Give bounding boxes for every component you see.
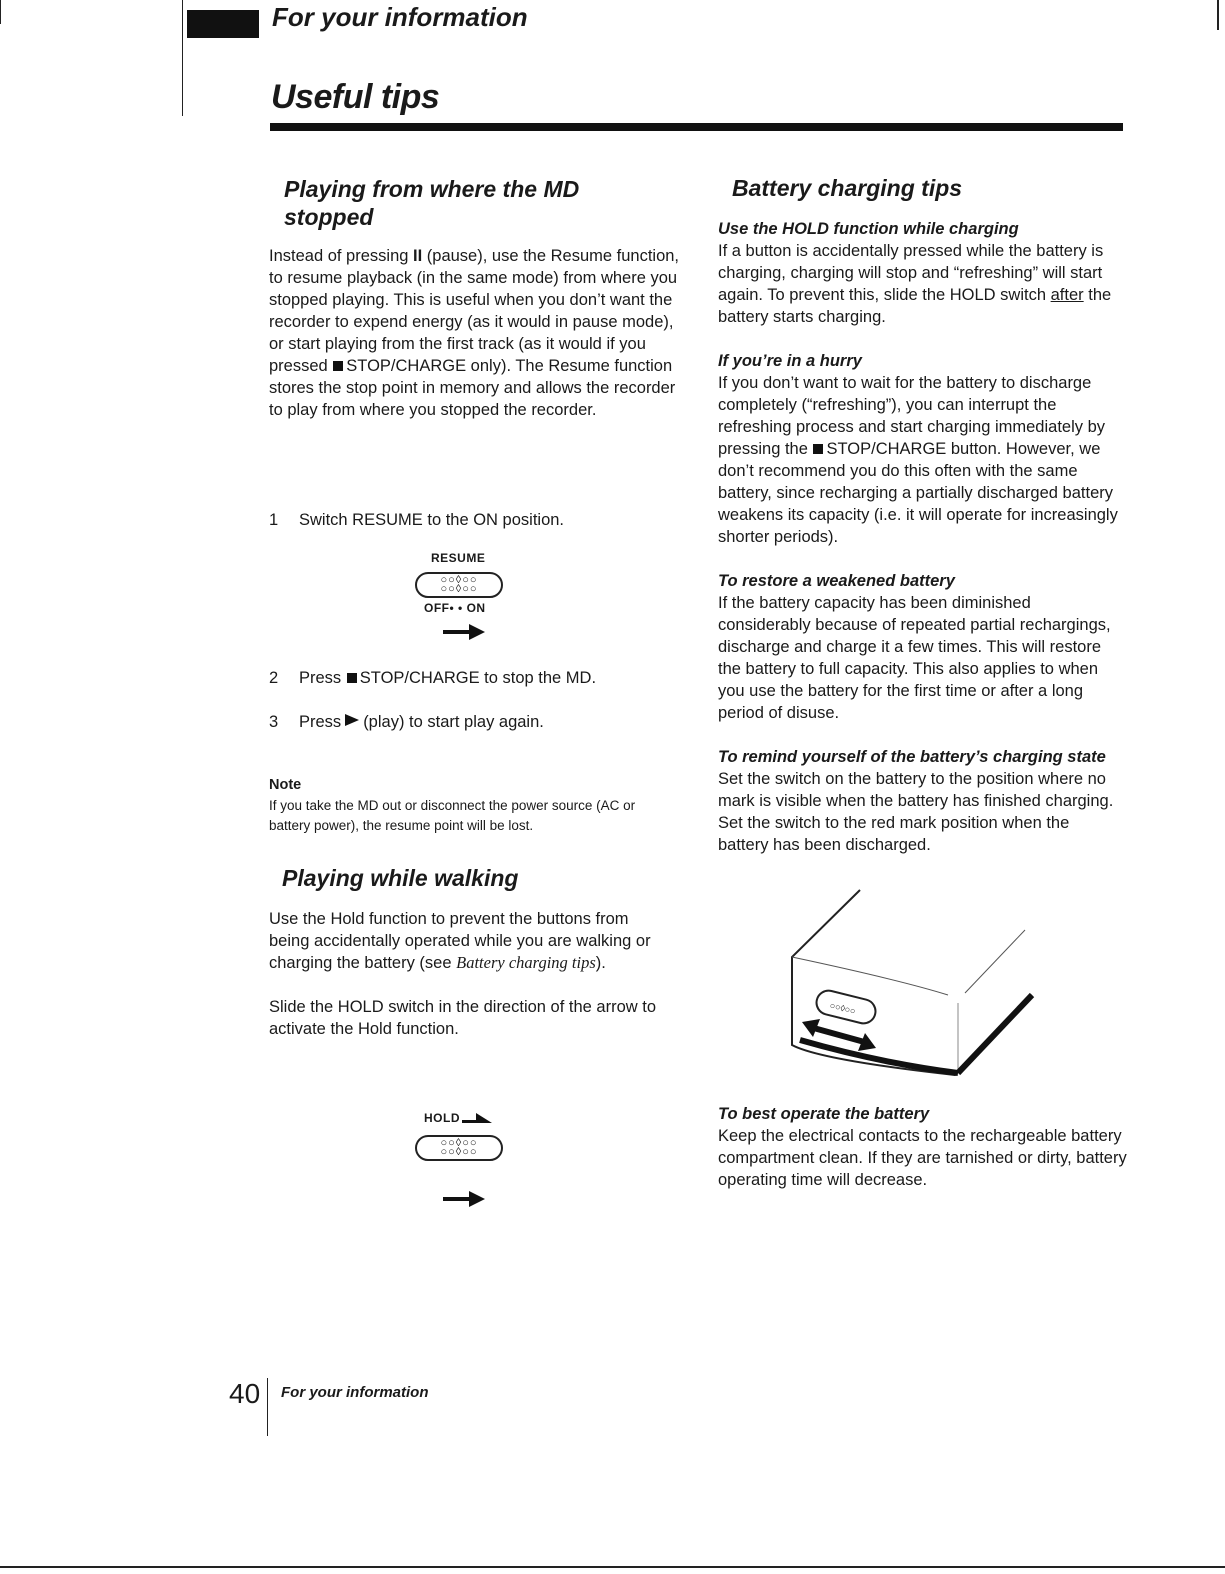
right-arrow-icon — [441, 623, 485, 641]
note-heading: Note — [269, 777, 302, 793]
walking-text: Use the Hold function to prevent the buttons from being accidentally operated while you are walking or charging the battery (see — [269, 910, 651, 972]
tip-text — [718, 240, 1128, 328]
resume-text-b: (pause), use the Resume function, to resume playback (in the same mode) from where you stopped playing. This is useful when you don’t want the recorder to expend energy (as it would in pause mode), or start playing from the first track (as it would if you pressed — [269, 247, 680, 375]
heading-resume — [284, 175, 579, 231]
bottom-rule — [0, 1566, 1225, 1568]
walking-paragraph-2: Slide the HOLD switch in the direction of the arrow to activate the Hold function. — [269, 998, 657, 1038]
right-arrow-icon — [441, 1190, 485, 1208]
section-label: For your information — [272, 2, 528, 32]
resume-text-c: STOP/CHARGE only). The Resume function stores the stop point in memory and allows the recorder to play from where you stopped the recorder. — [269, 357, 676, 419]
section-tab-marker — [187, 10, 259, 38]
note-text: If you take the MD out or disconnect the power source (AC or battery power), the resume point will be lost. — [269, 798, 636, 833]
step-number: 2 — [269, 669, 279, 687]
stop-square-icon — [333, 361, 343, 371]
hold-switch-label-group — [424, 1111, 492, 1125]
tip-text: Keep the electrical contacts to the rechargeable battery compartment clean. If they are tarnished or dirty, battery operating time will decrease. — [718, 1127, 1127, 1189]
walking-paragraph-1 — [269, 908, 669, 974]
margin-line — [182, 0, 183, 116]
hold-switch-label: HOLD — [424, 1111, 460, 1125]
tip-title: To restore a weakened battery — [718, 572, 955, 590]
hold-switch-icon: ○○◊○○ ○○◊○○ — [415, 1135, 503, 1161]
resume-text-a: Instead of pressing — [269, 247, 409, 265]
heading-resume-line1: Playing from where the MD — [284, 176, 580, 202]
resume-switch-icon: ○○◊○○ ○○◊○○ — [415, 572, 503, 598]
page-edge-left — [0, 0, 1, 24]
heading-battery-tips: Battery charging tips — [732, 175, 963, 201]
step-text: Switch RESUME to the ON position. — [299, 511, 565, 529]
step-pre: Press — [299, 669, 342, 687]
tip-text-a: If you don’t want to wait for the battery to discharge completely (“refreshing”), you can interrupt the refreshing process and start charging immediately by pressing the — [718, 374, 1106, 458]
tip-text-b: the battery starts charging. — [718, 286, 1112, 326]
tip-text-a: If a button is accidentally pressed while the battery is charging, charging will stop and “refreshing” will start again. To prevent this, slide the HOLD switch — [718, 242, 1104, 304]
step-number: 1 — [269, 511, 279, 529]
footer-label: For your information — [281, 1384, 429, 1401]
tip-text — [718, 372, 1128, 548]
resume-switch-label: RESUME — [431, 551, 486, 565]
tip-charging-state — [718, 746, 1118, 856]
tip-text-underlined: after — [1050, 286, 1084, 304]
play-icon — [345, 714, 359, 726]
stop-square-icon — [813, 444, 823, 454]
heading-resume-line2: stopped — [284, 204, 374, 230]
tip-text: If the battery capacity has been diminished considerably because of repeated partial rechargings, discharge and charge it a few times. This will restore the battery to full capacity. This also applies to when you use the battery for the first time or after a long period of disuse. — [718, 594, 1111, 722]
resume-paragraph — [269, 245, 679, 421]
step-pre: Press — [299, 713, 342, 731]
tip-title: To remind yourself of the battery’s charging state — [718, 748, 1106, 766]
tip-hold-while-charging — [718, 218, 1128, 328]
step-1 — [269, 509, 564, 531]
page-title: Useful tips — [271, 78, 440, 116]
title-rule — [270, 123, 1123, 131]
tip-text: Set the switch on the battery to the position where no mark is visible when the battery has finished charging. Set the switch to the red mark position when the battery has been discharged. — [718, 770, 1114, 854]
battery-illustration — [780, 885, 1050, 1085]
step-number: 3 — [269, 713, 279, 731]
step-text: (play) to start play again. — [363, 713, 544, 731]
tip-restore-battery — [718, 570, 1118, 724]
step-3 — [269, 711, 544, 733]
stop-square-icon — [347, 673, 357, 683]
hold-arrow-icon — [462, 1111, 492, 1125]
tip-text-b: STOP/CHARGE button. However, we don’t recommend you do this often with the same battery, since recharging a partially discharged battery weakens its capacity (i.e. it will operate for increasingly shorter periods). — [718, 440, 1118, 546]
svg-text:○○◊○○: ○○◊○○ — [828, 1000, 857, 1017]
tip-best-operate — [718, 1103, 1128, 1191]
tip-in-a-hurry — [718, 350, 1128, 548]
resume-switch-caption: OFF• • ON — [424, 601, 486, 615]
footer-divider — [267, 1378, 268, 1436]
heading-walking: Playing while walking — [282, 865, 519, 891]
cross-reference: Battery charging tips — [456, 953, 596, 972]
page-number: 40 — [229, 1378, 261, 1409]
tip-title: To best operate the battery — [718, 1105, 930, 1123]
pause-symbol: II — [413, 247, 423, 265]
tip-title: If you’re in a hurry — [718, 352, 862, 370]
page-edge-right — [1217, 0, 1219, 30]
walking-text-end: ). — [595, 954, 606, 972]
step-text: STOP/CHARGE to stop the MD. — [359, 669, 597, 687]
step-2 — [269, 667, 596, 689]
tip-title: Use the HOLD function while charging — [718, 220, 1019, 238]
